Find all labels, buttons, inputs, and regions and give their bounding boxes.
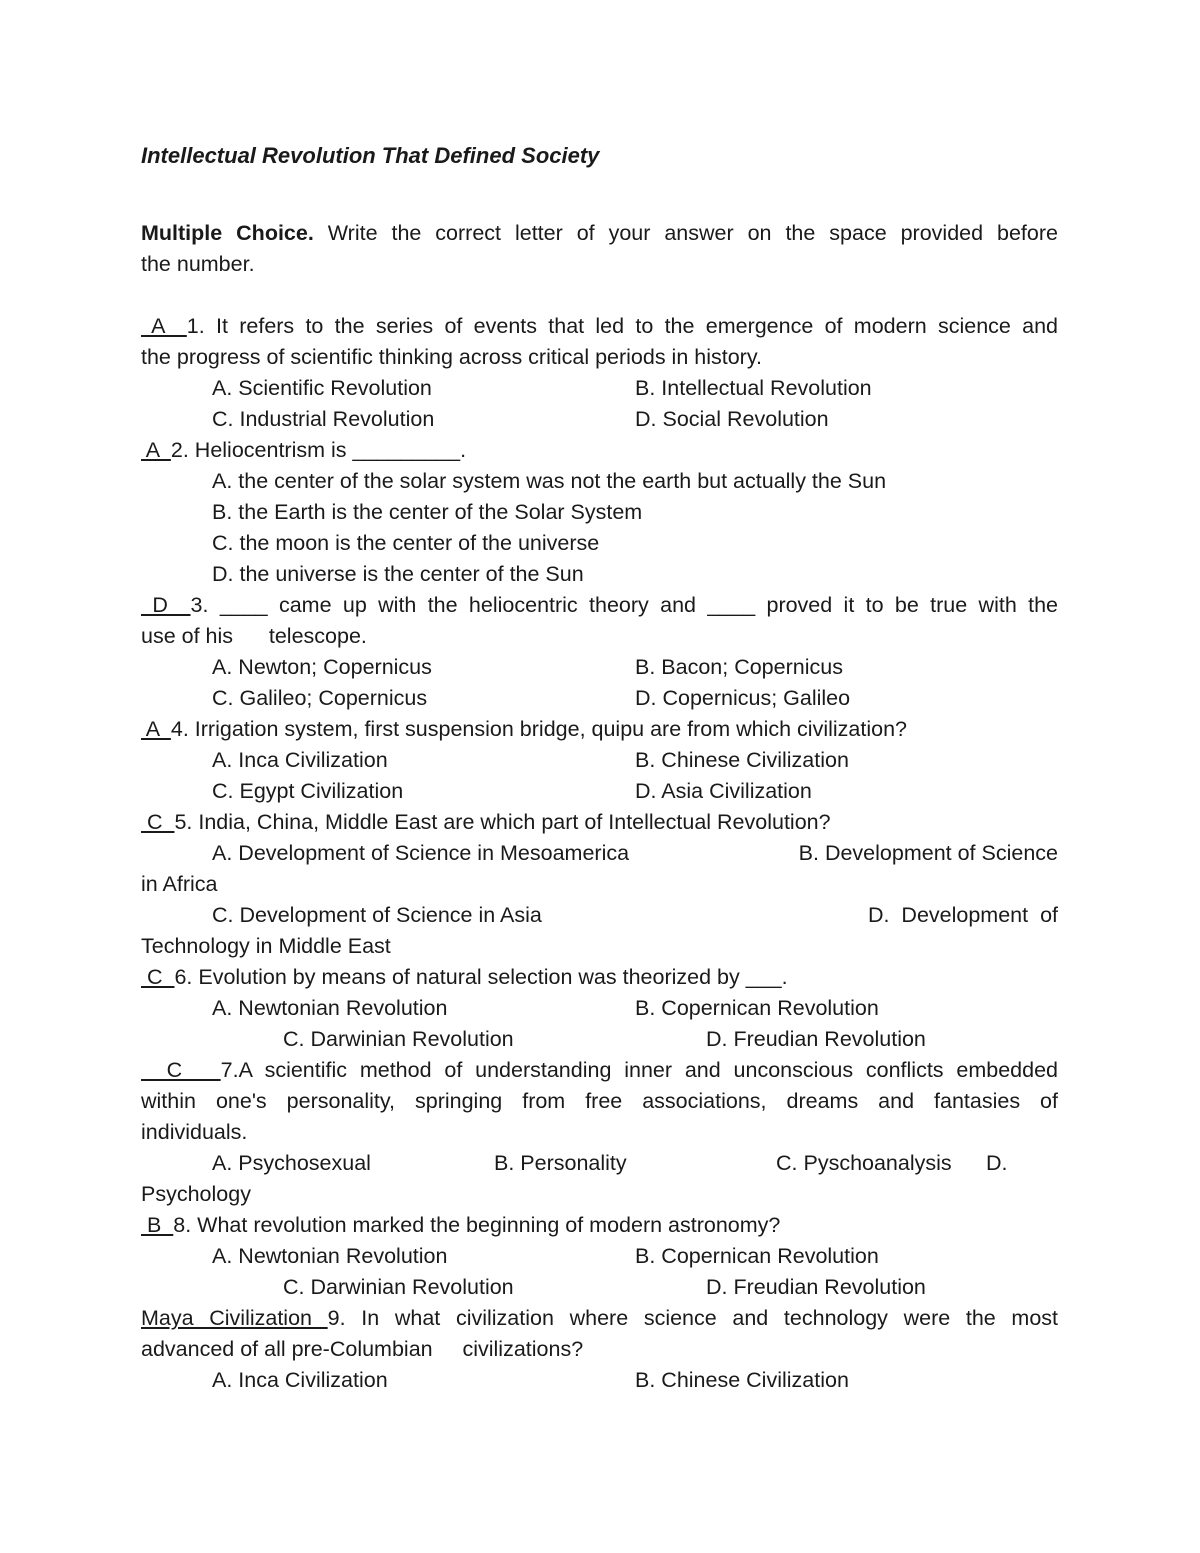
question-5 bbox=[141, 807, 1058, 838]
option-row bbox=[141, 559, 1058, 590]
answer-blank-8: B bbox=[141, 1213, 174, 1237]
question-text: 2. Heliocentrism is _________. bbox=[170, 438, 467, 462]
question-text: 6. Evolution by means of natural selection was theorized by ___. bbox=[174, 965, 788, 989]
option: A. Inca Civilization bbox=[212, 748, 388, 772]
answer-blank-5: C bbox=[141, 810, 175, 834]
option-row bbox=[141, 1148, 1058, 1179]
instructions-text: Write the correct letter of your answer on the space provided before bbox=[313, 221, 1058, 245]
option-row bbox=[141, 497, 1058, 528]
option: D. Freudian Revolution bbox=[706, 1027, 926, 1051]
option-row bbox=[141, 900, 1058, 931]
option-row bbox=[141, 683, 1058, 714]
question-text: use of his telescope. bbox=[141, 624, 367, 648]
option-row bbox=[141, 776, 1058, 807]
question-text: within one's personality, springing from free associations, dreams and fantasies of bbox=[141, 1089, 1058, 1113]
option-row bbox=[141, 1024, 1058, 1055]
instructions-line: the number. bbox=[141, 252, 255, 276]
option: A. Psychosexual bbox=[212, 1151, 371, 1175]
option: A. Newtonian Revolution bbox=[212, 996, 448, 1020]
option: D. the universe is the center of the Sun bbox=[212, 562, 584, 586]
question-text: individuals. bbox=[141, 1120, 248, 1144]
option: B. the Earth is the center of the Solar System bbox=[212, 500, 643, 524]
option: B. Bacon; Copernicus bbox=[635, 655, 843, 679]
question-text: 1. It refers to the series of events that led to the emergence of modern science and bbox=[186, 314, 1058, 338]
question-1 bbox=[141, 311, 1058, 342]
document-title: Intellectual Revolution That Defined Society bbox=[141, 143, 600, 168]
option: B. Chinese Civilization bbox=[635, 748, 849, 772]
question-7 bbox=[141, 1055, 1058, 1086]
option-row bbox=[141, 652, 1058, 683]
option: B. Development of Science bbox=[798, 841, 1058, 865]
question-3 bbox=[141, 590, 1058, 621]
option: C. Development of Science in Asia bbox=[212, 903, 542, 927]
option-row bbox=[141, 1272, 1058, 1303]
option: A. the center of the solar system was not the earth but actually the Sun bbox=[212, 469, 887, 493]
question-text: 4. Irrigation system, first suspension bridge, quipu are from which civilization? bbox=[170, 717, 907, 741]
option: A. Scientific Revolution bbox=[212, 376, 432, 400]
option: A. Newton; Copernicus bbox=[212, 655, 432, 679]
option-row bbox=[141, 838, 1058, 869]
option-row bbox=[141, 993, 1058, 1024]
option: B. Copernican Revolution bbox=[635, 1244, 879, 1268]
question-2 bbox=[141, 435, 1058, 466]
option: C. Pyschoanalysis bbox=[776, 1151, 952, 1175]
option-row bbox=[141, 528, 1058, 559]
question-text: 3. ____ came up with the heliocentric theory and ____ proved it to be true with the bbox=[190, 593, 1058, 617]
option: D. Freudian Revolution bbox=[706, 1275, 926, 1299]
option: C. Egypt Civilization bbox=[212, 779, 404, 803]
option-row bbox=[141, 404, 1058, 435]
option: D. bbox=[986, 1151, 1008, 1175]
answer-blank-4: A bbox=[141, 717, 171, 741]
question-6 bbox=[141, 962, 1058, 993]
option: D. Copernicus; Galileo bbox=[635, 686, 851, 710]
option-continuation: Psychology bbox=[141, 1182, 251, 1206]
option: C. Industrial Revolution bbox=[212, 407, 435, 431]
option: A. Newtonian Revolution bbox=[212, 1244, 448, 1268]
option: D. Development of bbox=[867, 903, 1058, 927]
question-8 bbox=[141, 1210, 1058, 1241]
option: D. Asia Civilization bbox=[635, 779, 812, 803]
instructions-line bbox=[141, 218, 1058, 249]
answer-blank-3: D bbox=[141, 593, 191, 617]
option: C. the moon is the center of the universe bbox=[212, 531, 600, 555]
answer-blank-6: C bbox=[141, 965, 175, 989]
option-row bbox=[141, 373, 1058, 404]
option-row bbox=[141, 1241, 1058, 1272]
question-text: 9. In what civilization where science and technology were the most bbox=[327, 1306, 1058, 1330]
question-text: 5. India, China, Middle East are which part of Intellectual Revolution? bbox=[174, 810, 831, 834]
question-4 bbox=[141, 714, 1058, 745]
option: B. Personality bbox=[494, 1151, 627, 1175]
question-9 bbox=[141, 1303, 1058, 1334]
option: B. Intellectual Revolution bbox=[635, 376, 872, 400]
option-row bbox=[141, 466, 1058, 497]
answer-blank-2: A bbox=[141, 438, 171, 462]
option: D. Social Revolution bbox=[635, 407, 829, 431]
question-text: 8. What revolution marked the beginning of modern astronomy? bbox=[173, 1213, 781, 1237]
option-continuation: in Africa bbox=[141, 872, 218, 896]
instructions-label: Multiple Choice. bbox=[141, 221, 314, 245]
option: C. Darwinian Revolution bbox=[283, 1027, 514, 1051]
answer-blank-9: Maya Civilization bbox=[141, 1306, 328, 1330]
spacer bbox=[141, 280, 1058, 311]
answer-blank-1: A bbox=[141, 314, 187, 338]
option-continuation: Technology in Middle East bbox=[141, 934, 391, 958]
option: A. Inca Civilization bbox=[212, 1368, 388, 1392]
option-row bbox=[141, 1365, 1058, 1396]
option: C. Darwinian Revolution bbox=[283, 1275, 514, 1299]
option: B. Chinese Civilization bbox=[635, 1368, 849, 1392]
option: B. Copernican Revolution bbox=[635, 996, 879, 1020]
question-text: advanced of all pre-Columbian civilizations? bbox=[141, 1337, 584, 1361]
answer-blank-7: C bbox=[141, 1058, 221, 1082]
option-row bbox=[141, 745, 1058, 776]
question-text: the progress of scientific thinking across critical periods in history. bbox=[141, 345, 762, 369]
option: C. Galileo; Copernicus bbox=[212, 686, 428, 710]
question-text: 7.A scientific method of understanding inner and unconscious conflicts embedded bbox=[220, 1058, 1058, 1082]
document-body bbox=[141, 218, 1058, 1396]
option: A. Development of Science in Mesoamerica bbox=[212, 841, 630, 865]
